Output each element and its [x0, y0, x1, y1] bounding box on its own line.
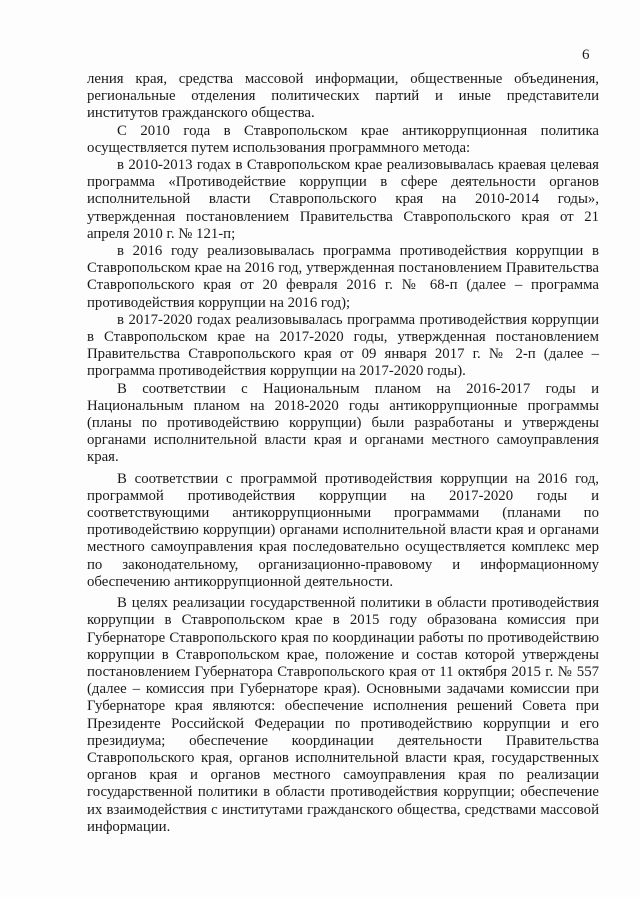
paragraph-measures: В соответствии с программой противодействия коррупции на 2016 год, программой противодействия коррупции на 2017-2020 годы и соответствующими антикоррупционными программами (планами по противодействию коррупции) органами исполнительной власти края и органами местного самоуправления края последовательно осуществляется комплекс мер по законодательному, организационно-правовому и информационному обеспечению антикоррупционной деятельности.	[87, 470, 599, 590]
paragraph-national-plans: В соответствии с Национальным планом на 2016-2017 годы и Национальным планом на 2018-2020 годы антикоррупционные программы (планы по противодействию коррупции) были разработаны и утверждены органами исполнительной власти края и органами местного самоуправления края.	[87, 380, 599, 466]
paragraph-commission: В целях реализации государственной политики в области противодействия коррупции в Ставропольском крае в 2015 году образована комиссия при Губернаторе Ставропольского края по координации работы по противодействию коррупции в Ставропольском крае, положение и состав которой утверждены постановлением Губернатора Ставропольского края от 11 октября 2015 г. № 557 (далее – комиссия при Губернаторе края). Основными задачами комиссии при Губернаторе края являются: обеспечение исполнения решений Совета при Президенте Российской Федерации по противодействию коррупции и его президиума; обеспечение координации деятельности Правительства Ставропольского края, органов исполнительной власти края, государственных органов края и органов местного самоуправления края по реализации государственной политики в области противодействия коррупции; обеспечение их взаимодействия с институтами гражданского общества, средствами массовой информации.	[87, 595, 599, 835]
page-number: 6	[582, 47, 590, 63]
paragraph-program-method: С 2010 года в Ставропольском крае антикоррупционная политика осуществляется путем использования программного метода:	[87, 122, 599, 156]
body-text	[87, 71, 599, 836]
paragraph-program-2017-2020: в 2017-2020 годах реализовывалась программа противодействия коррупции в Ставропольском крае на 2017-2020 годы, утвержденная постановлением Правительства Ставропольского края от 09 января 2017 г. № 2-п (далее – программа противодействия коррупции на 2017-2020 годы).	[87, 311, 599, 380]
paragraph-program-2010-2013: в 2010-2013 годах в Ставропольском крае реализовывалась краевая целевая программа «Противодействие коррупции в сфере деятельности органов исполнительной власти Ставропольского края на 2010-2014 годы», утвержденная постановлением Правительства Ставропольского края от 21 апреля 2010 г. № 121-п;	[87, 157, 599, 242]
paragraph-program-2016: в 2016 году реализовывалась программа противодействия коррупции в Ставропольском крае на 2016 год, утвержденная постановлением Правительства Ставропольского края от 20 февраля 2016 г. № 68-п (далее – программа противодействия коррупции на 2016 год);	[87, 243, 599, 311]
paragraph-continuation: ления края, средства массовой информации, общественные объединения, региональные отделения политических партий и иные представители институтов гражданского общества.	[87, 71, 599, 122]
